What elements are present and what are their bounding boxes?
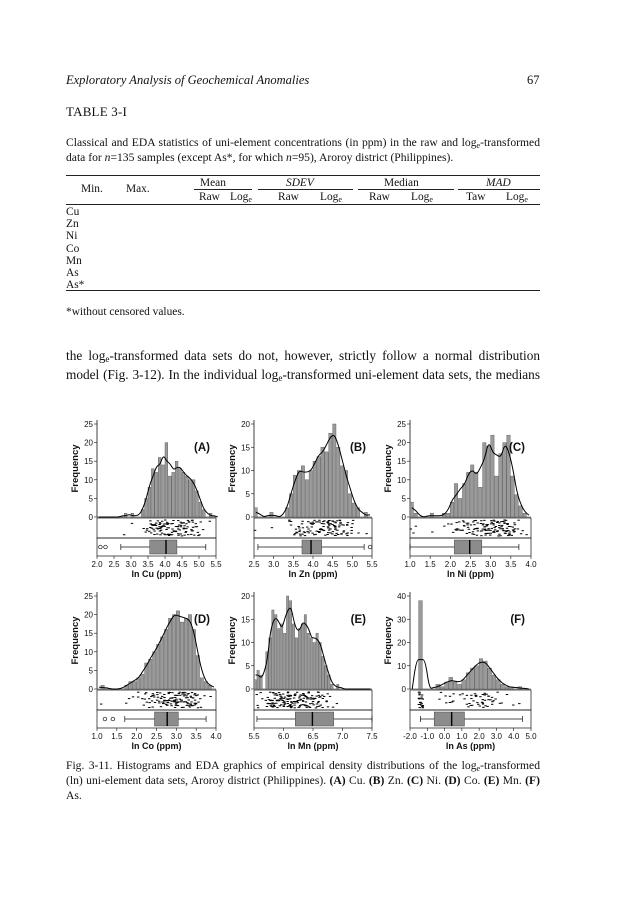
histogram-bar <box>179 469 182 517</box>
y-tick-label: 15 <box>241 615 250 625</box>
y-tick-label: 10 <box>84 647 93 657</box>
x-tick-label: 2.5 <box>108 560 120 569</box>
histogram-bar <box>157 644 160 689</box>
y-axis-label: Frequency <box>383 616 394 665</box>
y-axis-label: Frequency <box>227 444 238 493</box>
histogram-bar <box>133 682 136 689</box>
y-tick-label: 40 <box>397 592 406 601</box>
histogram-bar <box>305 480 308 517</box>
x-tick-label: 4.5 <box>327 560 339 569</box>
histogram-bar <box>446 513 449 517</box>
y-tick-label: 15 <box>397 457 406 467</box>
histogram-bar <box>488 668 492 689</box>
histogram-bar <box>458 498 461 517</box>
histogram-bar <box>188 615 191 689</box>
y-tick-label: 20 <box>241 420 250 429</box>
histogram-bar <box>337 447 340 517</box>
x-tick-label: 4.0 <box>307 560 319 569</box>
row-label: Mn <box>66 254 82 267</box>
y-axis-label: Frequency <box>227 616 238 665</box>
x-tick-label: 1.0 <box>404 560 416 569</box>
histogram-bar <box>414 513 417 517</box>
x-tick-label: 5.5 <box>366 560 378 569</box>
histogram-bar <box>321 447 324 517</box>
histogram-bar <box>180 622 183 689</box>
histogram-bar <box>301 466 304 517</box>
histogram-bar <box>189 480 192 517</box>
histogram-bar <box>479 659 483 689</box>
x-tick-label: -2.0 <box>403 732 417 741</box>
histogram-bar <box>495 476 498 517</box>
histogram-bar <box>298 629 300 689</box>
y-tick-label: 15 <box>84 457 93 467</box>
histogram-bar <box>325 452 328 517</box>
panel-label: (E) <box>350 614 366 626</box>
row-label: Cu <box>66 206 80 218</box>
x-tick-label: 3.0 <box>485 560 497 569</box>
y-tick-label: 20 <box>241 592 250 601</box>
box-iqr <box>150 540 177 554</box>
histogram-bar <box>292 624 294 689</box>
histogram-bar <box>319 643 321 690</box>
x-tick-label: 3.0 <box>268 560 280 569</box>
histogram-bar <box>479 487 482 517</box>
histogram-bar <box>168 618 171 689</box>
histogram-bar <box>172 615 175 689</box>
x-tick-label: 4.5 <box>176 560 188 569</box>
panel-label: (D) <box>194 614 210 626</box>
y-tick-label: 5 <box>88 494 93 504</box>
y-tick-label: 5 <box>245 489 250 499</box>
histogram-bar <box>185 476 188 517</box>
y-tick-label: 15 <box>84 629 93 639</box>
x-tick-label: 3.5 <box>142 560 154 569</box>
histogram-bar <box>348 494 351 517</box>
histogram-bar <box>155 472 158 517</box>
x-tick-label: 1.0 <box>91 732 103 741</box>
histogram-bar <box>492 675 496 689</box>
histogram-bar <box>462 680 466 689</box>
x-tick-label: 1.5 <box>111 732 123 741</box>
y-tick-label: 10 <box>397 475 406 485</box>
x-tick-label: 2.0 <box>131 732 143 741</box>
col-median: Median <box>384 177 419 189</box>
histogram-bar <box>501 684 505 689</box>
histogram-bar <box>307 633 309 689</box>
histogram-bar <box>165 443 168 517</box>
jitter-frame <box>410 690 531 710</box>
histogram-bar <box>313 643 315 690</box>
outlier-point <box>99 545 103 549</box>
x-tick-label: 4.0 <box>210 732 222 741</box>
histogram-bar <box>316 633 318 689</box>
histogram-bar <box>275 615 277 689</box>
row-label: Ni <box>66 230 78 243</box>
y-tick-label: 0 <box>401 685 406 694</box>
y-tick-label: 10 <box>397 661 406 671</box>
x-tick-label: 0.0 <box>439 732 451 741</box>
histogram-bar <box>313 461 316 517</box>
histogram-bar <box>519 506 522 517</box>
x-tick-label: 7.0 <box>336 732 349 741</box>
x-tick-label: 2.5 <box>464 560 477 569</box>
histogram-bar <box>257 670 259 689</box>
panel-f <box>383 592 537 751</box>
histogram-bar <box>175 461 178 517</box>
col-max: Max. <box>126 183 150 195</box>
histogram-bar <box>440 687 444 689</box>
panel-label: (F) <box>510 614 525 626</box>
histogram-bar <box>176 611 179 689</box>
histogram-bar <box>295 638 297 689</box>
outlier-point <box>104 545 108 549</box>
x-tick-label: 2.0 <box>473 732 485 741</box>
col-sdev: SDEV <box>286 177 314 189</box>
x-axis-label: ln Ni (ppm) <box>447 569 494 579</box>
sub-mean-log: Log$_e$ <box>230 191 252 204</box>
y-tick-label: 20 <box>397 438 406 448</box>
sub-mad-log: Log$_e$ <box>506 191 528 204</box>
x-tick-label: 2.0 <box>444 560 456 569</box>
histogram-bar <box>164 629 167 689</box>
histogram-bar <box>331 684 333 689</box>
histogram-bar <box>454 484 457 517</box>
histogram-bar <box>475 472 478 517</box>
box-iqr <box>454 540 481 554</box>
x-tick-label: 7.5 <box>366 732 378 741</box>
histogram-bar <box>149 659 152 689</box>
x-tick-label: 2.5 <box>150 732 163 741</box>
sub-mad-taw: Taw <box>466 191 486 203</box>
histogram-bar <box>430 513 433 517</box>
histogram-bar <box>160 637 163 689</box>
histogram-bar <box>196 656 199 689</box>
histogram-bar <box>410 502 413 517</box>
x-tick-label: -1.0 <box>420 732 435 741</box>
y-tick-label: 0 <box>88 513 93 522</box>
y-tick-label: 0 <box>401 513 406 522</box>
y-axis-label: Frequency <box>70 444 81 493</box>
y-tick-label: 20 <box>84 438 93 448</box>
page-number: 67 <box>527 73 540 87</box>
histogram-bar <box>158 457 161 517</box>
histogram-bar <box>200 678 203 689</box>
x-tick-label: 3.5 <box>505 560 517 569</box>
running-title: Exploratory Analysis of Geochemical Anomalies <box>66 73 310 87</box>
col-mad: MAD <box>486 177 511 189</box>
row-label: Co <box>66 242 80 255</box>
panel-label: (C) <box>509 442 525 454</box>
histogram-bar <box>511 476 514 517</box>
histogram-bar <box>297 471 300 518</box>
histogram-bar <box>254 680 256 689</box>
histogram-bar <box>352 503 355 517</box>
histogram-bar <box>322 656 324 689</box>
x-axis-label: ln As (ppm) <box>445 741 496 751</box>
histogram-bar <box>325 666 327 689</box>
outlier-point <box>368 545 372 549</box>
histogram-bar <box>462 484 465 517</box>
sub-med-raw: Raw <box>369 191 390 203</box>
row-label: Zn <box>66 218 79 231</box>
y-tick-label: 20 <box>84 610 93 620</box>
row-label: As* <box>66 279 85 292</box>
x-tick-label: 5.0 <box>346 560 358 569</box>
x-tick-label: 6.5 <box>307 732 319 741</box>
box-iqr <box>155 712 179 726</box>
x-tick-label: 4.0 <box>525 560 537 569</box>
x-tick-label: 4.0 <box>508 732 520 741</box>
histogram-bar <box>483 661 487 689</box>
x-axis-label: ln Zn (ppm) <box>288 569 338 579</box>
box-iqr <box>295 712 333 726</box>
figure-caption: Fig. 3-11. Histograms and EDA graphics of empirical density distributions of the $\log_e$-transformed (ln) uni-element data sets, Aroroy district (Philippines). (A) Cu. (B) Zn. (C) Ni. (D) Co. (E) Mn. (F) As. <box>66 759 540 802</box>
x-tick-label: 2.0 <box>91 560 103 569</box>
y-tick-label: 20 <box>397 638 406 648</box>
y-tick-label: 10 <box>84 475 93 485</box>
table-footnote: *without censored values. <box>66 306 185 318</box>
y-tick-label: 10 <box>241 466 250 476</box>
histogram-bar <box>310 638 312 689</box>
panel-e <box>227 592 378 751</box>
table-label: TABLE 3-I <box>66 104 128 119</box>
histogram-bar <box>304 615 306 689</box>
histogram-bar <box>270 512 273 517</box>
y-tick-label: 10 <box>241 638 250 648</box>
x-tick-label: 4.0 <box>159 560 171 569</box>
histogram-bar <box>505 687 509 689</box>
x-axis-label: ln Co (ppm) <box>131 741 182 751</box>
col-mean: Mean <box>200 177 226 189</box>
y-axis-label: Frequency <box>70 616 81 665</box>
sub-sdev-raw: Raw <box>278 191 299 203</box>
box-iqr <box>434 712 464 726</box>
x-tick-label: 5.0 <box>525 732 537 741</box>
histogram-bar <box>289 601 291 689</box>
histogram-bar <box>344 471 347 518</box>
panel-d <box>70 592 222 751</box>
histogram-bar <box>301 624 303 689</box>
y-tick-label: 5 <box>88 666 93 676</box>
histogram-bar <box>329 433 332 517</box>
box-iqr <box>302 540 322 554</box>
x-tick-label: 3.0 <box>125 560 137 569</box>
x-axis-label: ln Cu (ppm) <box>131 569 182 579</box>
histogram-bar <box>475 666 479 689</box>
y-tick-label: 0 <box>245 685 250 694</box>
y-tick-label: 25 <box>84 592 93 601</box>
y-tick-label: 30 <box>397 615 406 625</box>
histogram-bar <box>172 472 175 517</box>
row-label: As <box>66 267 79 279</box>
histogram-bar <box>515 495 518 517</box>
histogram-bar <box>199 502 202 517</box>
y-tick-label: 25 <box>397 420 406 429</box>
histogram-bar <box>449 677 453 689</box>
outlier-point <box>103 717 107 721</box>
outlier-point <box>111 717 115 721</box>
x-tick-label: 5.5 <box>210 560 222 569</box>
histogram-bar <box>196 491 199 517</box>
panel-c <box>383 420 537 579</box>
body-paragraph: the $\log_e$-transformed data sets do not, however, strictly follow a normal distribution model (Fig. 3-12). In the individual $\log_e$-transformed uni-element data sets, the medians <box>66 348 541 384</box>
x-tick-label: 3.5 <box>287 560 299 569</box>
x-tick-label: 3.0 <box>170 732 182 741</box>
histogram-bar <box>141 674 144 689</box>
histogram-bar <box>153 652 156 689</box>
x-tick-label: 3.5 <box>190 732 202 741</box>
y-axis-label: Frequency <box>383 444 394 493</box>
y-tick-label: 0 <box>88 685 93 694</box>
sub-med-log: Log$_e$ <box>411 191 433 204</box>
x-tick-label: 3.0 <box>490 732 502 741</box>
panel-label: (A) <box>194 442 210 454</box>
x-tick-label: 1.5 <box>424 560 436 569</box>
histogram-bar <box>503 443 506 517</box>
histogram-bar <box>278 629 280 689</box>
histogram-bar <box>182 472 185 517</box>
histogram-bar <box>309 471 312 518</box>
panel-a <box>70 420 222 579</box>
histogram-bar <box>317 457 320 517</box>
histogram-bar <box>284 633 286 689</box>
histogram-bar <box>341 466 344 517</box>
y-tick-label: 25 <box>84 420 93 429</box>
y-tick-label: 5 <box>245 661 250 671</box>
panel-label: (B) <box>350 442 366 454</box>
histogram-bar <box>184 618 187 689</box>
panel-b <box>227 420 378 579</box>
histogram-bar <box>487 446 490 517</box>
y-tick-label: 5 <box>401 494 406 504</box>
table-caption: Classical and EDA statistics of uni-element concentrations (in ppm) in the raw and $\log_e$-transformed data for n=135 samples (except As*, for which n=95), Aroroy district (Philippines). <box>66 136 540 164</box>
sub-mean-raw: Raw <box>199 191 220 203</box>
x-tick-label: 2.5 <box>248 560 260 569</box>
histogram-bar <box>281 624 283 689</box>
histogram-bar <box>137 678 140 689</box>
histogram-bar <box>453 682 457 689</box>
y-tick-label: 0 <box>245 513 250 522</box>
x-tick-label: 6.0 <box>277 732 290 741</box>
histogram-bar <box>458 684 462 689</box>
sub-sdev-log: Log$_e$ <box>320 191 342 204</box>
histogram-bar <box>162 465 165 517</box>
col-min: Min. <box>81 183 103 195</box>
histogram-bar <box>471 465 474 517</box>
y-tick-label: 15 <box>241 443 250 453</box>
x-tick-label: 5.0 <box>193 560 205 569</box>
x-tick-label: 5.5 <box>248 732 260 741</box>
histogram-bar <box>523 513 526 517</box>
histogram-bar <box>168 476 171 517</box>
histogram-bar <box>499 454 502 517</box>
x-tick-label: 1.0 <box>456 732 468 741</box>
x-axis-label: ln Mn (ppm) <box>287 741 339 751</box>
histogram-bar <box>419 601 423 689</box>
